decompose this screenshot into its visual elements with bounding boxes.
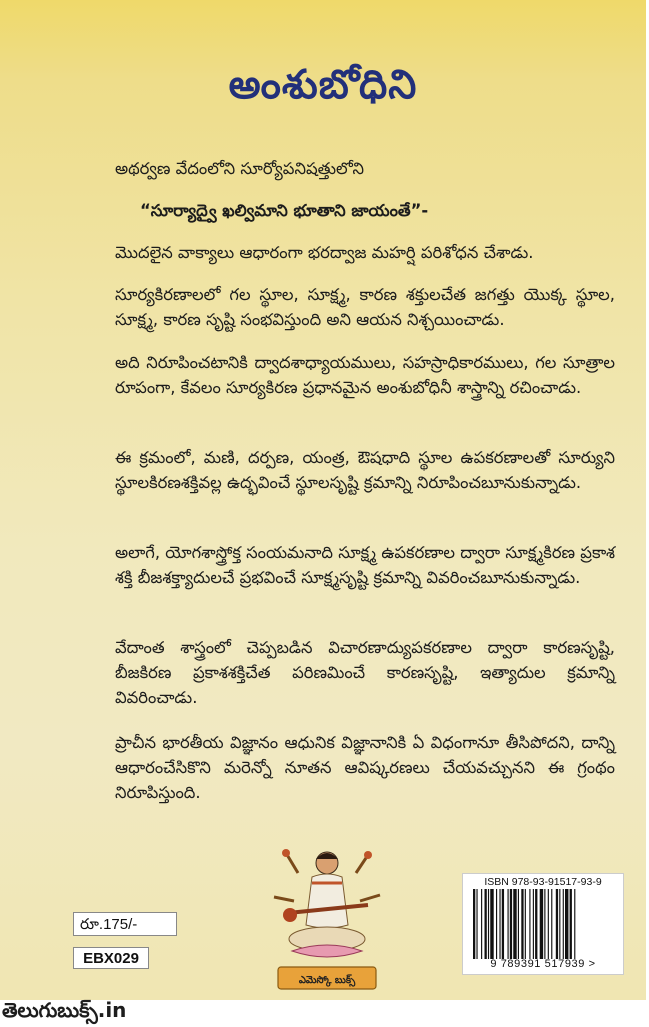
isbn-barcode-box xyxy=(462,873,624,975)
paragraph-6: అలాగే, యోగశాస్త్రోక్త సంయమనాది సూక్ష్మ ఉపకరణాల ద్వారా సూక్ష్మకిరణ ప్రకాశ శక్తి బీజశక్త్యాదులచే ప్రభవించే సూక్ష్మసృష్టి క్రమాన్ని వివరించబూనుకున్నాడు. xyxy=(115,543,616,587)
publisher-logo-illustration xyxy=(268,843,386,995)
book-code: EBX029 xyxy=(73,947,149,969)
sanskrit-quote: “సూర్యాద్వై ఖల్విమాని భూతాని జాయంతే”- xyxy=(140,201,429,220)
book-title: అంశుబోధిని xyxy=(228,62,418,108)
barcode-icon xyxy=(471,889,615,959)
paragraph-3: సూర్యకిరణాలలో గల స్థూల, సూక్ష్మ, కారణ శక్తులచేత జగత్తు యొక్క స్థూల, సూక్ష్మ, కారణ సృష్టి సంభవిస్తుంది అని ఆయన నిశ్చయించాడు. xyxy=(115,285,615,329)
price-label: రూ.175/- xyxy=(73,912,177,936)
paragraph-1: అథర్వణ వేదంలోని సూర్యోపనిషత్తులోని xyxy=(115,159,365,178)
barcode-digits: 9 789391 517939 > xyxy=(490,958,596,970)
paragraph-7: వేదాంత శాస్త్రంలో చెప్పబడిన విచారణాద్యుపకరణాల ద్వారా కారణసృష్టి, బీజకిరణ ప్రకాశశక్తిచేత పరిణమించే కారణసృష్టి, ఇత్యాదుల క్రమాన్ని వివరించాడు. xyxy=(115,638,615,707)
paragraph-2: మొదలైన వాక్యాలు ఆధారంగా భరద్వాజ మహర్షి పరిశోధన చేశాడు. xyxy=(115,243,534,262)
paragraph-5: ఈ క్రమంలో, మణి, దర్పణ, యంత్ర, ఔషధాది స్థూల ఉపకరణాలతో సూర్యుని స్థూలకిరణశక్తివల్ల ఉద్భవించే స్థూలసృష్టి క్రమాన్ని నిరూపించబూనుకున్నాడు. xyxy=(115,448,615,492)
publisher-logo-text: ఎమెస్కో బుక్స్ xyxy=(298,975,356,986)
paragraph-4: అది నిరూపించటానికి ద్వాదశాధ్యాయములు, సహస్రాధికారములు, గల సూత్రాల రూపంగా, కేవలం సూర్యకిరణ ప్రధానమైన అంశుబోధినీ శాస్త్రాన్ని రచించాడు. xyxy=(115,353,615,397)
watermark-logo: తెలుగుబుక్స్.in xyxy=(2,998,127,1022)
paragraph-8: ప్రాచీన భారతీయ విజ్ఞానం ఆధునిక విజ్ఞానానికి ఏ విధంగానూ తీసిపోదని, దాన్ని ఆధారంచేసికొని మరెన్నో నూతన ఆవిష్కరణలు చేయవచ్చునని ఈ గ్రంథం నిరూపిస్తుంది. xyxy=(115,733,615,802)
isbn-label: ISBN 978-93-91517-93-9 xyxy=(484,876,602,888)
